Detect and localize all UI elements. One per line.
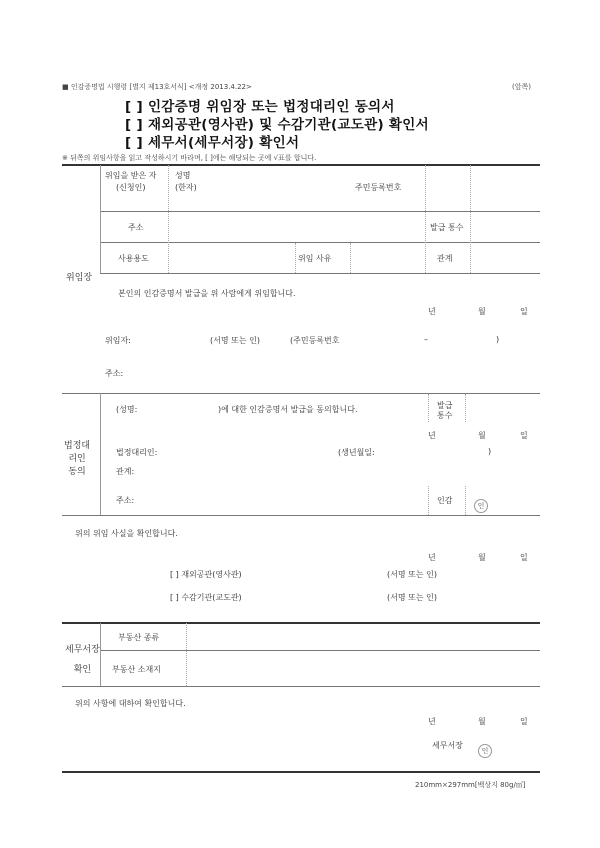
address-label: 주소 xyxy=(128,223,144,232)
delegator-id-close: ) xyxy=(496,335,500,344)
form-title-1: [ ] 인감증명 위임장 또는 법정대리인 동의서 xyxy=(125,99,395,115)
relation-label: 관계 xyxy=(437,254,453,263)
embassy-checkbox-label[interactable]: [ ] 재외공관(영사관) xyxy=(170,570,242,579)
consent-name-label: (성명: xyxy=(116,405,138,414)
date-year: 년 xyxy=(428,307,436,316)
copies-label: 발급 통수 xyxy=(430,223,464,232)
birth-label: (생년월일: xyxy=(338,448,375,457)
purpose-label: 사용용도 xyxy=(118,254,149,263)
delegator-id-label: (주민등록번호 xyxy=(290,336,340,345)
consent-date-month: 월 xyxy=(478,431,486,440)
confirm-date-year: 년 xyxy=(428,553,436,562)
consent-date-year: 년 xyxy=(428,431,436,440)
prison-sign-label: (서명 또는 인) xyxy=(387,593,437,602)
recipient-label: 위임을 받은 자 (신청인) xyxy=(105,171,157,192)
form-title-3: [ ] 세무서(세무서장) 확인서 xyxy=(125,135,300,151)
property-type-label: 부동산 종류 xyxy=(118,633,160,642)
birth-close: ) xyxy=(488,447,492,456)
section-label-consent: 법정대 리인 동의 xyxy=(64,441,91,477)
form-title-2: [ ] 재외공관(영사관) 및 수감기관(교도관) 확인서 xyxy=(125,117,429,133)
tax-statement: 위의 사항에 대하여 확인합니다. xyxy=(75,699,186,708)
section-label-delegation: 위임장 xyxy=(66,273,93,283)
consent-date-day: 일 xyxy=(520,431,528,440)
delegator-sign-label: (서명 또는 인) xyxy=(210,336,260,345)
prison-checkbox-label[interactable]: [ ] 수감기관(교도관) xyxy=(170,593,242,602)
section-label-tax: 세무서장 확인 xyxy=(65,645,100,675)
tax-chief-seal: 인 xyxy=(478,738,492,758)
id-number-label: 주민등록번호 xyxy=(355,183,402,192)
table-bottom-border xyxy=(62,771,540,773)
confirm-date-day: 일 xyxy=(520,553,528,562)
tax-date-year: 년 xyxy=(428,717,436,726)
tax-chief-label: 세무서장 xyxy=(432,741,463,750)
delegator-label: 위임자: xyxy=(105,336,131,345)
date-month: 월 xyxy=(478,307,486,316)
seal-mark: 인 xyxy=(474,493,488,513)
instruction-note: ※ 뒤쪽의 위임사항을 읽고 작성하시기 바라며, [ ]에는 해당되는 곳에 √표를 합니다. xyxy=(62,154,317,162)
tax-date-month: 월 xyxy=(478,717,486,726)
delegation-statement: 본인의 인감증명서 발급을 위 사람에게 위임합니다. xyxy=(118,289,296,298)
tax-date-day: 일 xyxy=(520,717,528,726)
guardian-label: 법정대리인: xyxy=(116,448,158,457)
delegator-id-dash: – xyxy=(424,335,428,344)
property-location-label: 부동산 소재지 xyxy=(112,665,161,674)
guardian-address-label: 주소: xyxy=(116,496,135,505)
date-day: 일 xyxy=(520,307,528,316)
table-top-border xyxy=(62,164,540,166)
page-side-note: (앞쪽) xyxy=(512,83,531,91)
law-reference: ■ 인감증명법 시행령 [별지 제13호서식] <개정 2013.4.22> xyxy=(62,83,252,91)
confirm-date-month: 월 xyxy=(478,553,486,562)
consent-text: )에 대한 인감증명서 발급을 동의합니다. xyxy=(218,405,358,414)
delegator-address-label: 주소: xyxy=(105,369,124,378)
paper-spec: 210mm×297mm[백상지 80g/㎡] xyxy=(415,781,526,789)
confirm-statement: 위의 위임 사실을 확인합니다. xyxy=(75,529,178,538)
reason-label: 위임 사유 xyxy=(298,254,332,263)
name-label: 성명 (한자) xyxy=(175,171,197,192)
consent-copies-label: 발급 통수 xyxy=(437,401,453,420)
seal-label: 인감 xyxy=(437,496,453,505)
guardian-relation-label: 관계: xyxy=(116,467,135,476)
embassy-sign-label: (서명 또는 인) xyxy=(387,570,437,579)
